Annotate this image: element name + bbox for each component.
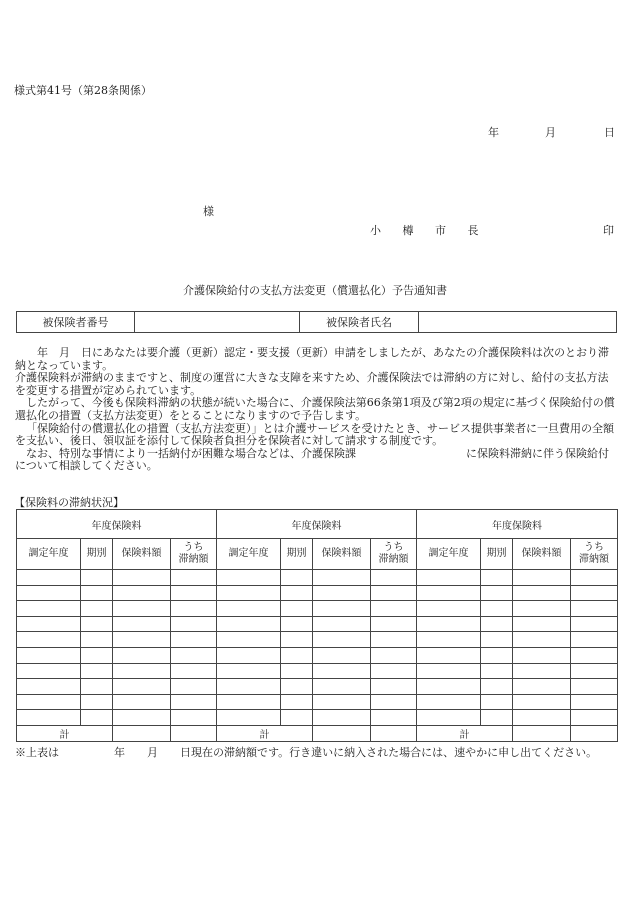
table-cell[interactable]	[17, 663, 81, 679]
table-cell[interactable]	[371, 616, 417, 632]
body-paragraph-5: なお、特別な事情により一括納付が困難な場合などは、介護保険課 に保険料滞納に伴う保険給付について相談してください。	[15, 446, 609, 473]
body-paragraph-2: 介護保険料が滞納のままですと、制度の運営に大きな支障を来すため、介護保険法では滞納の方に対し、給付の支払方法を変更する措置が定められています。	[15, 371, 609, 397]
table-row	[17, 647, 618, 663]
table-cell[interactable]	[417, 647, 481, 663]
table-cell[interactable]	[17, 647, 81, 663]
total-arrears-cell[interactable]	[371, 725, 417, 741]
table-cell[interactable]	[417, 601, 481, 617]
insured-name-label: 被保険者氏名	[300, 312, 419, 333]
table-cell[interactable]	[481, 679, 513, 695]
total-label: 計	[17, 725, 113, 741]
table-cell[interactable]	[17, 694, 81, 710]
body-paragraph-1: 年 月 日にあなたは要介護（更新）認定・要支援（更新）申請をしましたが、あなたの介護保険料は次のとおり滞納となっています。	[15, 346, 609, 372]
table-cell[interactable]	[371, 632, 417, 648]
date-day-label: 日	[604, 126, 615, 139]
arrears-status-title: 【保険料の滞納状況】	[14, 496, 124, 509]
table-cell[interactable]	[171, 570, 217, 586]
table-cell[interactable]	[371, 647, 417, 663]
table-row	[17, 679, 618, 695]
table-cell[interactable]	[217, 710, 281, 726]
table-cell[interactable]	[217, 694, 281, 710]
table-cell[interactable]	[113, 601, 171, 617]
table-cell[interactable]	[171, 694, 217, 710]
table-cell[interactable]	[113, 694, 171, 710]
table-cell[interactable]	[171, 585, 217, 601]
table-cell[interactable]	[571, 632, 618, 648]
insured-info-table	[16, 311, 617, 333]
table-cell[interactable]	[171, 632, 217, 648]
table-cell[interactable]	[313, 679, 371, 695]
document-title: 介護保険給付の支払方法変更（償還払化）予告通知書	[183, 284, 447, 297]
insured-name-field[interactable]	[419, 312, 617, 333]
seal-mark: 印	[603, 224, 614, 237]
table-cell[interactable]	[313, 632, 371, 648]
table-cell[interactable]	[17, 710, 81, 726]
table-cell[interactable]	[313, 585, 371, 601]
addressee-suffix: 様	[203, 205, 214, 218]
table-cell[interactable]	[481, 694, 513, 710]
total-premium-cell[interactable]	[313, 725, 371, 741]
table-cell[interactable]	[113, 710, 171, 726]
col-premium-amount: 保険料額	[513, 539, 571, 570]
body-paragraph-4: 「保険給付の償還払化の措置（支払方法変更）」とは介護サービスを受けたとき、サービス提供事業者に一旦費用の全額を支払い、後日、領収証を添付して保険者負担分を保険者に対して請求する制度です。	[15, 421, 615, 448]
table-cell[interactable]	[571, 694, 618, 710]
table-cell[interactable]	[281, 632, 313, 648]
table-row	[17, 570, 618, 586]
table-cell[interactable]	[281, 710, 313, 726]
insured-number-field[interactable]	[135, 312, 300, 333]
notice-body	[15, 347, 617, 473]
table-cell[interactable]	[481, 632, 513, 648]
table-cell[interactable]	[171, 663, 217, 679]
col-assessment-year: 調定年度	[17, 539, 81, 570]
table-cell[interactable]	[571, 679, 618, 695]
table-cell[interactable]	[417, 679, 481, 695]
table-cell[interactable]	[313, 647, 371, 663]
col-period: 期別	[481, 539, 513, 570]
table-cell[interactable]	[17, 570, 81, 586]
total-premium-cell[interactable]	[513, 725, 571, 741]
table-cell[interactable]	[481, 663, 513, 679]
table-cell[interactable]	[513, 632, 571, 648]
table-cell[interactable]	[113, 679, 171, 695]
table-cell[interactable]	[481, 710, 513, 726]
table-cell[interactable]	[513, 616, 571, 632]
table-cell[interactable]	[481, 647, 513, 663]
table-cell[interactable]	[571, 585, 618, 601]
total-premium-cell[interactable]	[113, 725, 171, 741]
table-cell[interactable]	[513, 647, 571, 663]
table-cell[interactable]	[217, 585, 281, 601]
table-cell[interactable]	[281, 570, 313, 586]
table-cell[interactable]	[171, 601, 217, 617]
table-cell[interactable]	[371, 710, 417, 726]
table-cell[interactable]	[417, 616, 481, 632]
table-cell[interactable]	[113, 663, 171, 679]
table-cell[interactable]	[571, 647, 618, 663]
table-cell[interactable]	[481, 570, 513, 586]
table-cell[interactable]	[313, 616, 371, 632]
table-row	[17, 616, 618, 632]
col-assessment-year: 調定年度	[417, 539, 481, 570]
fiscal-year-premium-header: 年度保険料	[417, 510, 618, 539]
total-label: 計	[217, 725, 313, 741]
table-cell[interactable]	[371, 570, 417, 586]
table-cell[interactable]	[17, 632, 81, 648]
table-cell[interactable]	[281, 647, 313, 663]
table-cell[interactable]	[513, 679, 571, 695]
form-number: 様式第41号（第28条関係）	[14, 84, 152, 97]
table-cell[interactable]	[571, 570, 618, 586]
table-cell[interactable]	[81, 616, 113, 632]
table-cell[interactable]	[481, 616, 513, 632]
table-cell[interactable]	[113, 647, 171, 663]
table-cell[interactable]	[81, 632, 113, 648]
table-cell[interactable]	[281, 601, 313, 617]
total-arrears-cell[interactable]	[571, 725, 618, 741]
table-cell[interactable]	[171, 647, 217, 663]
table-cell[interactable]	[81, 570, 113, 586]
table-cell[interactable]	[417, 632, 481, 648]
total-label: 計	[417, 725, 513, 741]
table-cell[interactable]	[571, 601, 618, 617]
table-cell[interactable]	[17, 679, 81, 695]
table-cell[interactable]	[81, 585, 113, 601]
table-cell[interactable]	[81, 694, 113, 710]
col-arrears-amount: うち 滞納額	[371, 539, 417, 570]
table-cell[interactable]	[513, 570, 571, 586]
table-cell[interactable]	[17, 616, 81, 632]
table-row	[17, 663, 618, 679]
table-cell[interactable]	[571, 710, 618, 726]
table-cell[interactable]	[417, 663, 481, 679]
table-cell[interactable]	[113, 585, 171, 601]
table-cell[interactable]	[313, 710, 371, 726]
table-cell[interactable]	[371, 601, 417, 617]
table-cell[interactable]	[313, 694, 371, 710]
table-cell[interactable]	[113, 570, 171, 586]
table-cell[interactable]	[417, 570, 481, 586]
table-row	[17, 632, 618, 648]
date-year-label: 年	[488, 126, 499, 139]
table-cell[interactable]	[81, 601, 113, 617]
table-cell[interactable]	[313, 570, 371, 586]
table-cell[interactable]	[217, 647, 281, 663]
table-cell[interactable]	[281, 616, 313, 632]
col-premium-amount: 保険料額	[113, 539, 171, 570]
table-cell[interactable]	[371, 585, 417, 601]
col-arrears-amount: うち 滞納額	[171, 539, 217, 570]
table-cell[interactable]	[281, 663, 313, 679]
date-month-label: 月	[545, 126, 556, 139]
table-cell[interactable]	[513, 585, 571, 601]
table-cell[interactable]	[113, 616, 171, 632]
table-cell[interactable]	[81, 679, 113, 695]
table-cell[interactable]	[281, 585, 313, 601]
table-cell[interactable]	[417, 710, 481, 726]
table-cell[interactable]	[513, 601, 571, 617]
table-cell[interactable]	[217, 616, 281, 632]
table-cell[interactable]	[313, 601, 371, 617]
table-cell[interactable]	[81, 647, 113, 663]
sender-mayor: 小 樽 市 長	[370, 224, 488, 237]
col-period: 期別	[281, 539, 313, 570]
fiscal-year-premium-header: 年度保険料	[17, 510, 217, 539]
table-cell[interactable]	[171, 679, 217, 695]
col-period: 期別	[81, 539, 113, 570]
table-cell[interactable]	[313, 663, 371, 679]
table-cell[interactable]	[371, 694, 417, 710]
table-cell[interactable]	[217, 632, 281, 648]
table-cell[interactable]	[371, 679, 417, 695]
fiscal-year-premium-header: 年度保険料	[217, 510, 417, 539]
col-premium-amount: 保険料額	[313, 539, 371, 570]
table-row	[17, 710, 618, 726]
table-cell[interactable]	[171, 710, 217, 726]
table-cell[interactable]	[17, 585, 81, 601]
table-cell[interactable]	[81, 710, 113, 726]
table-row	[17, 601, 618, 617]
table-cell[interactable]	[171, 616, 217, 632]
table-cell[interactable]	[513, 710, 571, 726]
table-cell[interactable]	[571, 663, 618, 679]
arrears-status-table	[16, 509, 618, 742]
table-cell[interactable]	[217, 601, 281, 617]
body-paragraph-3: したがって、今後も保険料滞納の状態が続いた場合に、介護保険法第66条第1項及び第2項の規定に基づく保険給付の償還払化の措置（支払方法変更）をとることになりますので予告します。	[15, 396, 615, 422]
table-cell[interactable]	[513, 694, 571, 710]
table-cell[interactable]	[81, 663, 113, 679]
insured-number-label: 被保険者番号	[17, 312, 135, 333]
table-cell[interactable]	[281, 679, 313, 695]
table-cell[interactable]	[513, 663, 571, 679]
table-cell[interactable]	[113, 632, 171, 648]
col-assessment-year: 調定年度	[217, 539, 281, 570]
table-cell[interactable]	[217, 570, 281, 586]
table-row	[17, 694, 618, 710]
total-arrears-cell[interactable]	[171, 725, 217, 741]
table-cell[interactable]	[281, 694, 313, 710]
table-cell[interactable]	[417, 585, 481, 601]
table-cell[interactable]	[217, 663, 281, 679]
table-cell[interactable]	[571, 616, 618, 632]
table-cell[interactable]	[17, 601, 81, 617]
table-row	[17, 585, 618, 601]
table-cell[interactable]	[217, 679, 281, 695]
table-cell[interactable]	[371, 663, 417, 679]
table-cell[interactable]	[481, 585, 513, 601]
col-arrears-amount: うち 滞納額	[571, 539, 618, 570]
footnote: ※上表は 年 月 日現在の滞納額です。行き違いに納入された場合には、速やかに申し出てください。	[15, 746, 598, 759]
table-cell[interactable]	[481, 601, 513, 617]
table-cell[interactable]	[417, 694, 481, 710]
